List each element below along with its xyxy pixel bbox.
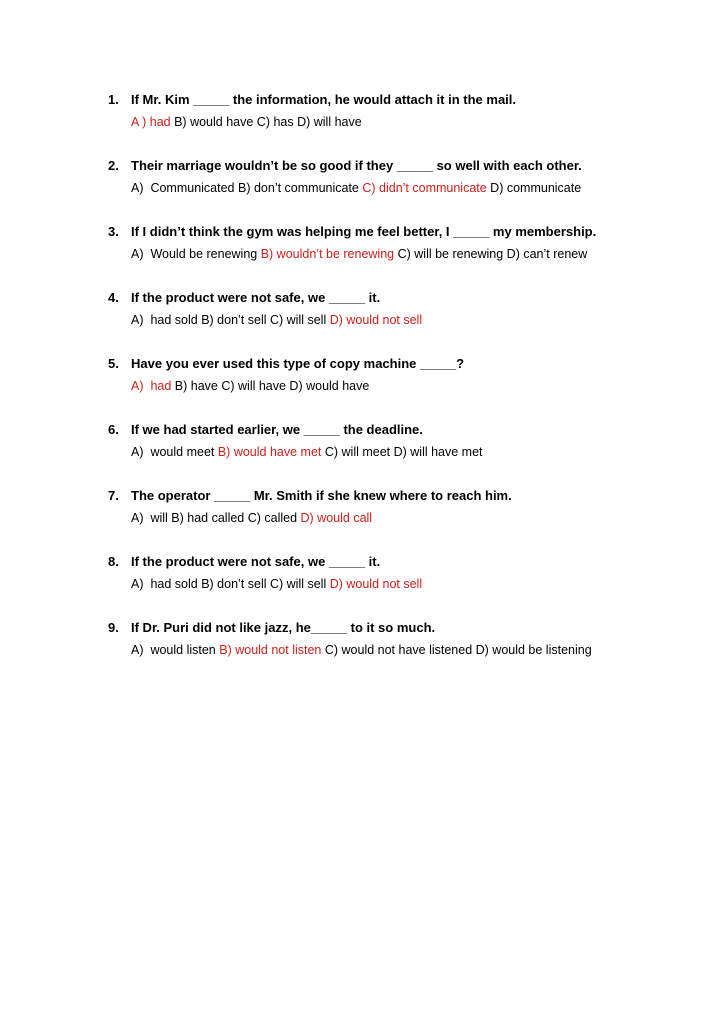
answer-options [131,442,483,462]
question-9 [0,618,728,684]
answer-options [131,376,369,396]
option-d: D) would not sell [326,577,423,591]
option-b: B) don’t sell [197,577,267,591]
option-d: D) would call [297,511,373,525]
option-d: D) will have met [390,445,483,459]
answer-options [131,574,422,594]
option-c: C) didn’t communicate [358,181,487,195]
question-1 [0,90,728,156]
question-number: 8. [108,554,119,569]
option-c: C) will have [217,379,286,393]
question-stem: If Dr. Puri did not like jazz, he_____ to it so much. [131,620,436,635]
option-b: B) wouldn’t be renewing [257,247,395,261]
option-d: D) can’t renew [503,247,588,261]
option-a: A) had sold [131,577,198,591]
question-number: 9. [108,620,119,635]
question-stem: Their marriage wouldn’t be so good if they _____ so well with each other. [131,158,582,173]
question-stem: If I didn’t think the gym was helping me feel better, I _____ my membership. [131,224,597,239]
option-d: D) communicate [486,181,582,195]
option-d: D) would have [285,379,370,393]
option-c: C) called [244,511,298,525]
question-8 [0,552,728,618]
question-number: 2. [108,158,119,173]
question-number: 1. [108,92,119,107]
answer-options [131,310,422,330]
option-a: A) would meet [131,445,215,459]
question-stem: If we had started earlier, we _____ the deadline. [131,422,423,437]
answer-options [131,178,581,198]
option-a: A) will [131,511,168,525]
question-stem: If Mr. Kim _____ the information, he would attach it in the mail. [131,92,517,107]
question-5 [0,354,728,420]
option-d: D) will have [293,115,362,129]
question-list [0,90,728,684]
option-b: B) don’t communicate [234,181,359,195]
answer-options [131,244,587,264]
option-b: B) have [171,379,218,393]
question-stem: Have you ever used this type of copy machine _____? [131,356,465,371]
question-number: 5. [108,356,119,371]
option-b: B) don’t sell [197,313,267,327]
question-2 [0,156,728,222]
option-c: C) will be renewing [394,247,504,261]
answer-options [131,508,372,528]
option-c: C) will meet [321,445,391,459]
option-b: B) would have [170,115,254,129]
question-number: 6. [108,422,119,437]
answer-options [131,112,362,132]
question-number: 3. [108,224,119,239]
option-a: A) had sold [131,313,198,327]
option-d: D) would not sell [326,313,423,327]
option-d: D) would be listening [472,643,592,657]
option-b: B) would have met [214,445,322,459]
option-a: A) had [131,379,172,393]
answer-options [131,640,592,660]
question-3 [0,222,728,288]
option-b: B) had called [167,511,245,525]
question-4 [0,288,728,354]
question-number: 4. [108,290,119,305]
option-a: A) Would be renewing [131,247,258,261]
option-c: C) will sell [266,577,327,591]
option-a: A) Communicated [131,181,235,195]
question-number: 7. [108,488,119,503]
question-6 [0,420,728,486]
question-stem: If the product were not safe, we _____ it. [131,554,381,569]
option-a: A ) had [131,115,171,129]
option-c: C) would not have listened [321,643,473,657]
option-a: A) would listen [131,643,216,657]
question-stem: If the product were not safe, we _____ it. [131,290,381,305]
option-c: C) has [253,115,294,129]
question-7 [0,486,728,552]
option-c: C) will sell [266,313,327,327]
option-b: B) would not listen [215,643,322,657]
question-stem: The operator _____ Mr. Smith if she knew where to reach him. [131,488,512,503]
